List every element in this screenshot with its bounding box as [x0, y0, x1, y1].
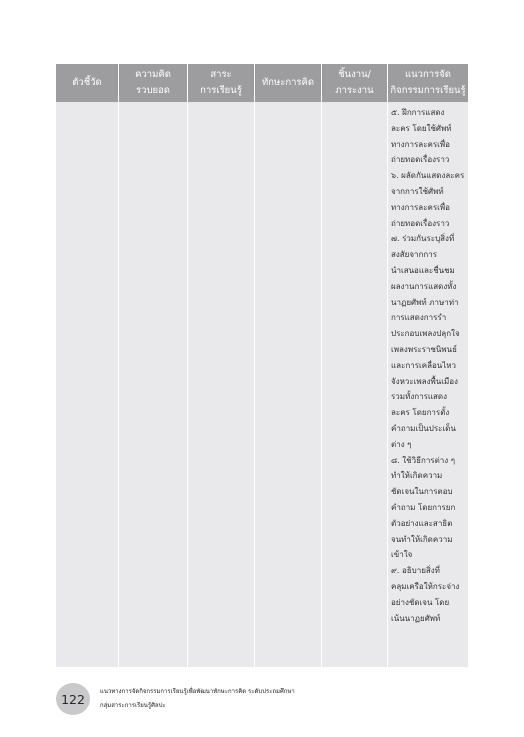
activity-line: ผลงานการแสดงทั้ง	[391, 281, 457, 291]
footer-text	[100, 685, 295, 713]
activity-line: ประกอบเพลงปลุกใจ	[391, 329, 460, 339]
header-activities: แนวการจัด กิจกรรมการเรียนรู้	[390, 69, 466, 96]
activity-line: ละคร โดยการตั้ง	[391, 408, 450, 418]
footer-subject: กลุ่มสาระการเรียนรู้ศิลปะ	[100, 702, 166, 709]
curriculum-table	[56, 64, 468, 667]
cell-tasks	[322, 102, 388, 667]
activity-line: นำเสนอและชื่นชม	[391, 265, 455, 275]
activity-line: ทำให้เกิดความ	[391, 471, 443, 481]
activity-line: ถ่ายทอดเรื่องราว	[391, 218, 450, 228]
page-number-badge	[56, 683, 90, 715]
activity-line: จากการใช้ศัพท์	[391, 186, 444, 196]
activity-line: นาฏยศัพท์ ภาษาท่า	[391, 297, 459, 307]
table-body-row	[56, 102, 468, 667]
cell-thinking-skill	[255, 102, 322, 667]
activity-line: ๙. อธิบายสิ่งที่	[391, 566, 440, 576]
header-thinking-skill: ทักษะการคิด	[255, 64, 322, 102]
activity-line: อย่างชัดเจน โดย	[391, 597, 450, 607]
activity-line: และการเคลื่อนไหว	[391, 360, 457, 370]
cell-concept	[119, 102, 188, 667]
cell-activities	[388, 102, 468, 667]
activity-list	[388, 102, 468, 626]
activity-line: เพลงพระราชนิพนธ์	[391, 344, 457, 354]
header-tasks: ชิ้นงาน/ ภาระงาน	[322, 64, 388, 102]
activity-line: เข้าใจ	[391, 550, 413, 560]
activity-line: ๘. ใช้วิธีการต่าง ๆ	[391, 455, 456, 465]
activity-line: เน้นนาฏยศัพท์	[391, 613, 441, 623]
activity-line: ต่าง ๆ	[391, 439, 412, 449]
cell-indicator	[56, 102, 119, 667]
activity-line: จังหวะเพลงพื้นเมือง	[391, 376, 458, 386]
activity-line: ๕. ฝึกการแสดง	[391, 108, 445, 117]
header-concept: ความคิด รวบยอด	[119, 64, 188, 102]
header-indicator: ตัวชี้วัด	[56, 64, 119, 102]
page-number: 122	[61, 691, 85, 707]
cell-content	[188, 102, 255, 667]
activity-line: ตัวอย่างและสาธิต	[391, 518, 453, 528]
activity-line: ละคร โดยใช้ศัพท์	[391, 123, 452, 133]
activity-line: คำถามเป็นประเด็น	[391, 423, 456, 433]
table-header-row	[56, 64, 468, 102]
activity-line: ๖. ผลัดกันแสดงละคร	[391, 171, 465, 181]
activity-line: การแสดงการรำ	[391, 313, 447, 323]
activity-line: คลุมเครือให้กระจ่าง	[391, 581, 460, 591]
activity-line: รวมทั้งการแสดง	[391, 392, 448, 402]
footer-book-title: แนวทางการจัดกิจกรรมการเรียนรู้เพื่อพัฒนาทักษะการคิด ระดับประถมศึกษา	[100, 688, 295, 695]
activity-line: ทางการละครเพื่อ	[391, 202, 450, 212]
activity-line: ๗. ร่วมกันระบุสิ่งที่	[391, 234, 455, 244]
header-content: สาระ การเรียนรู้	[188, 64, 255, 102]
activity-line: ถ่ายทอดเรื่องราว	[391, 155, 450, 165]
activity-line: สงสัยจากการ	[391, 250, 438, 260]
activity-line: ชัดเจนในการตอบ	[391, 487, 453, 497]
activity-line: จนทำให้เกิดความ	[391, 534, 453, 544]
activity-line: ทางการละครเพื่อ	[391, 139, 450, 149]
activity-line: คำถาม โดยการยก	[391, 502, 456, 512]
